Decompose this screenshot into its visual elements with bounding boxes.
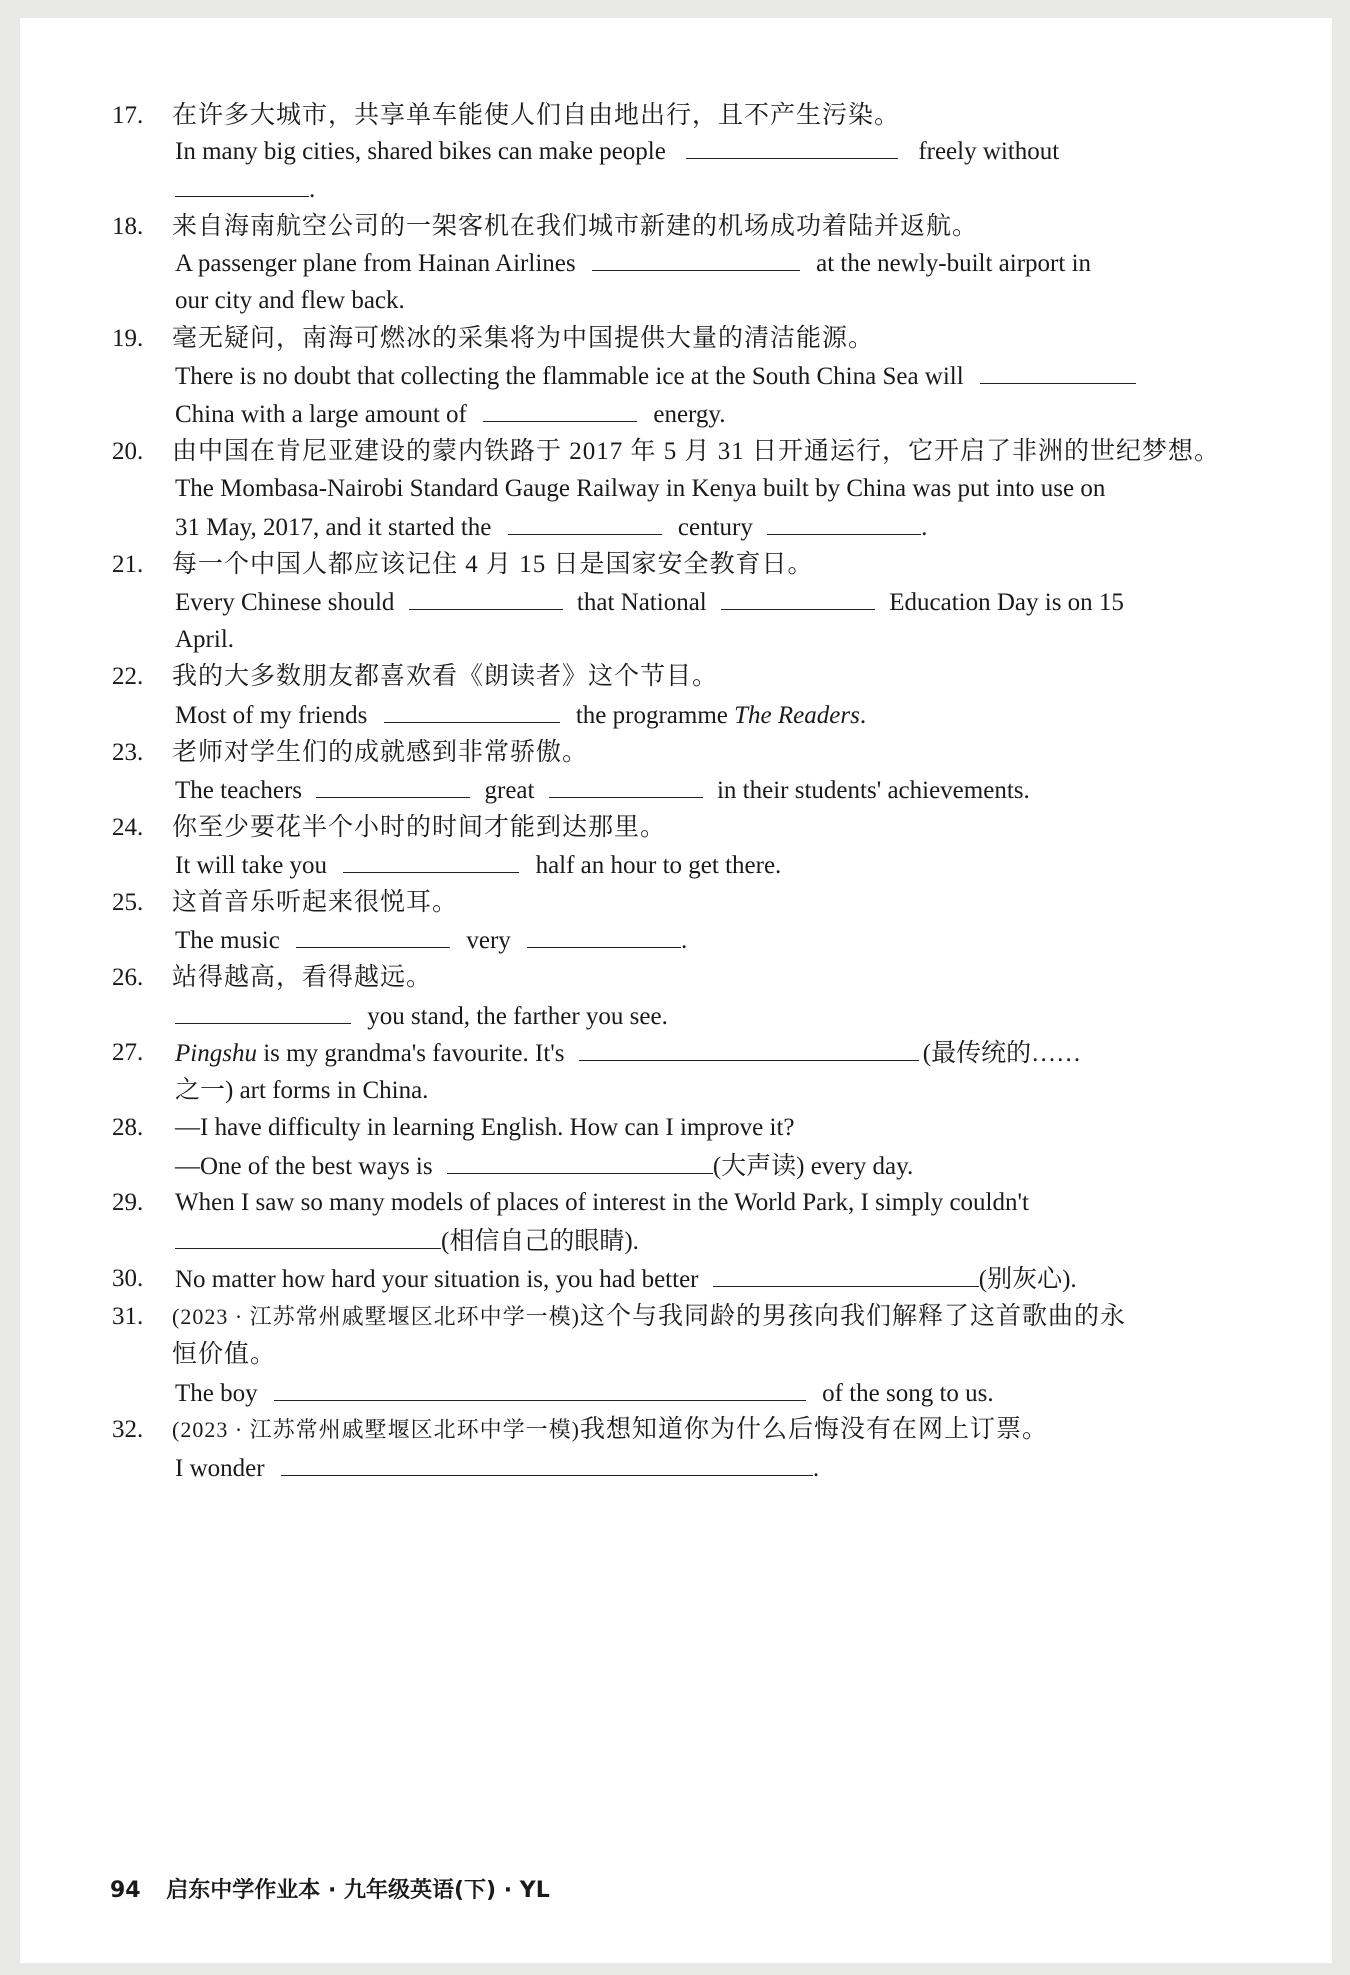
english-sentence: The Mombasa-Nairobi Standard Gauge Railway in Kenya built by China was put into use on: [175, 475, 1106, 502]
english-sentence: [175, 1038, 1081, 1068]
worksheet-page: [20, 18, 1332, 1963]
sentence-text: Most of my friends: [175, 702, 368, 729]
english-sentence: [175, 1378, 994, 1408]
sentence-text: There is no doubt that collecting the flammable ice at the South China Sea will: [175, 363, 964, 390]
programme-title: The Readers: [734, 702, 860, 729]
item-number: 30.: [112, 1265, 144, 1292]
answer-blank[interactable]: [686, 136, 898, 159]
chinese-sentence: 由中国在肯尼亚建设的蒙内铁路于 2017 年 5 月 31 日开通运行，它开启了非洲的世纪梦想。: [172, 438, 1221, 465]
sentence-text: .: [812, 1455, 820, 1482]
hint-text: (相信自己的眼睛).: [441, 1228, 639, 1255]
answer-blank[interactable]: [296, 925, 450, 948]
item-number: 20.: [112, 438, 144, 465]
answer-blank[interactable]: [175, 1226, 441, 1249]
sentence-text: in their students' achievements.: [716, 777, 1030, 804]
sentence-text: Education Day is on 15: [889, 589, 1124, 616]
page-number: 94: [110, 1878, 141, 1903]
answer-blank[interactable]: [343, 850, 519, 873]
chinese-sentence: 毫无疑问，南海可燃冰的采集将为中国提供大量的清洁能源。: [172, 325, 875, 352]
item-number: 21.: [112, 551, 144, 578]
answer-blank[interactable]: [579, 1038, 919, 1061]
item-number: 27.: [112, 1039, 144, 1066]
sentence-text: at the newly-built airport in: [816, 250, 1092, 277]
answer-blank[interactable]: [980, 361, 1136, 384]
item-number: 32.: [112, 1416, 144, 1443]
sentence-text: .: [859, 702, 867, 729]
english-sentence: —I have difficulty in learning English. How can I improve it?: [175, 1114, 795, 1141]
sentence-text: of the song to us.: [822, 1380, 994, 1407]
sentence-text: .: [681, 927, 688, 954]
english-sentence: [175, 775, 1030, 805]
sentence-text: I wonder: [175, 1455, 265, 1482]
source-note: (2023 · 江苏常州戚墅堰区北环中学一模): [172, 1417, 580, 1442]
chinese-sentence: 这首音乐听起来很悦耳。: [172, 889, 459, 916]
answer-blank[interactable]: [281, 1453, 813, 1476]
sentence-text: century: [677, 514, 753, 541]
item-number: 28.: [112, 1114, 144, 1141]
english-sentence: [175, 136, 1059, 166]
english-sentence: When I saw so many models of places of interest in the World Park, I simply couldn't: [175, 1189, 1029, 1216]
sentence-text: It will take you: [175, 852, 328, 879]
sentence-text: 我想知道你为什么后悔没有在网上订票。: [579, 1416, 1048, 1443]
sentence-text: freely without: [918, 138, 1060, 165]
sentence-text: —One of the best ways is: [175, 1153, 433, 1180]
sentence-text: half an hour to get there.: [535, 852, 782, 879]
chinese-sentence: 老师对学生们的成就感到非常骄傲。: [172, 739, 589, 766]
chinese-sentence: [172, 1302, 1126, 1332]
answer-blank[interactable]: [447, 1151, 713, 1174]
item-number: 29.: [112, 1189, 144, 1216]
english-sentence-cont: [175, 1226, 639, 1256]
sentence-text: the programme: [575, 702, 728, 729]
english-sentence-cont: [175, 1151, 913, 1181]
answer-blank[interactable]: [767, 512, 921, 535]
sentence-text: that National: [576, 589, 707, 616]
chinese-sentence: 来自海南航空公司的一架客机在我们城市新建的机场成功着陆并返航。: [172, 213, 979, 240]
answer-blank[interactable]: [508, 512, 662, 535]
answer-blank[interactable]: [592, 248, 800, 271]
sentence-text: is my grandma's favourite. It's: [263, 1040, 565, 1067]
item-number: 19.: [112, 325, 144, 352]
item-number: 25.: [112, 889, 144, 916]
english-sentence-cont: [175, 174, 315, 204]
chinese-sentence: [172, 1415, 1048, 1445]
sentence-text: The boy: [175, 1380, 258, 1407]
english-sentence: [175, 700, 866, 730]
answer-blank[interactable]: [409, 587, 563, 610]
english-sentence-cont: our city and flew back.: [175, 287, 405, 314]
answer-blank[interactable]: [274, 1378, 806, 1401]
answer-blank[interactable]: [549, 775, 703, 798]
item-number: 26.: [112, 964, 144, 991]
item-number: 31.: [112, 1303, 144, 1330]
item-number: 23.: [112, 739, 144, 766]
answer-blank[interactable]: [483, 399, 637, 422]
hint-text: (大声读) every day.: [712, 1153, 914, 1180]
chinese-sentence: 每一个中国人都应该记住 4 月 15 日是国家安全教育日。: [172, 551, 814, 578]
english-sentence-cont: April.: [175, 626, 235, 653]
sentence-text: The teachers: [175, 777, 303, 804]
chinese-sentence: 你至少要花半个小时的时间才能到达那里。: [172, 814, 667, 841]
sentence-text: Pingshu: [175, 1040, 257, 1067]
english-sentence-cont: 之一) art forms in China.: [175, 1077, 429, 1104]
chinese-sentence: 站得越高，看得越远。: [172, 964, 433, 991]
item-number: 17.: [112, 102, 144, 129]
sentence-text: great: [484, 777, 535, 804]
sentence-text: 这个与我同龄的男孩向我们解释了这首歌曲的永: [579, 1303, 1126, 1330]
answer-blank[interactable]: [316, 775, 470, 798]
english-sentence: [175, 1001, 668, 1031]
sentence-text: Every Chinese should: [175, 589, 395, 616]
chinese-sentence: 在许多大城市，共享单车能使人们自由地出行，且不产生污染。: [172, 102, 901, 129]
sentence-text: No matter how hard your situation is, you had better: [175, 1266, 699, 1293]
page-footer: [110, 1873, 550, 1904]
sentence-text: In many big cities, shared bikes can make people: [175, 138, 666, 165]
english-sentence: [175, 850, 781, 880]
answer-blank[interactable]: [713, 1264, 979, 1287]
english-sentence: [175, 587, 1124, 617]
sentence-text: you stand, the farther you see.: [367, 1003, 668, 1030]
sentence-text: A passenger plane from Hainan Airlines: [175, 250, 576, 277]
item-number: 18.: [112, 213, 144, 240]
source-note: (2023 · 江苏常州戚墅堰区北环中学一模): [172, 1304, 580, 1329]
sentence-text: .: [309, 176, 316, 203]
sentence-text: energy.: [653, 401, 726, 428]
answer-blank[interactable]: [175, 1001, 351, 1024]
sentence-text: very: [466, 927, 511, 954]
english-sentence: [175, 361, 1136, 391]
hint-text: (最传统的……: [922, 1040, 1082, 1067]
english-sentence: [175, 925, 687, 955]
item-number: 24.: [112, 814, 144, 841]
item-number: 22.: [112, 663, 144, 690]
answer-blank[interactable]: [721, 587, 875, 610]
answer-blank[interactable]: [384, 700, 560, 723]
english-sentence-cont: [175, 512, 927, 542]
sentence-text: .: [921, 514, 928, 541]
chinese-sentence-cont: 恒价值。: [172, 1341, 277, 1368]
english-sentence: [175, 1453, 819, 1483]
hint-text: (别灰心).: [978, 1266, 1077, 1293]
sentence-text: China with a large amount of: [175, 401, 467, 428]
book-title: 启东中学作业本 · 九年级英语(下) · YL: [166, 1878, 550, 1903]
sentence-text: The music: [175, 927, 280, 954]
answer-blank[interactable]: [175, 174, 309, 197]
english-sentence: [175, 248, 1091, 278]
english-sentence: [175, 1264, 1077, 1294]
chinese-sentence: 我的大多数朋友都喜欢看《朗读者》这个节目。: [172, 663, 719, 690]
english-sentence-cont: [175, 399, 726, 429]
answer-blank[interactable]: [527, 925, 681, 948]
sentence-text: 31 May, 2017, and it started the: [175, 514, 492, 541]
